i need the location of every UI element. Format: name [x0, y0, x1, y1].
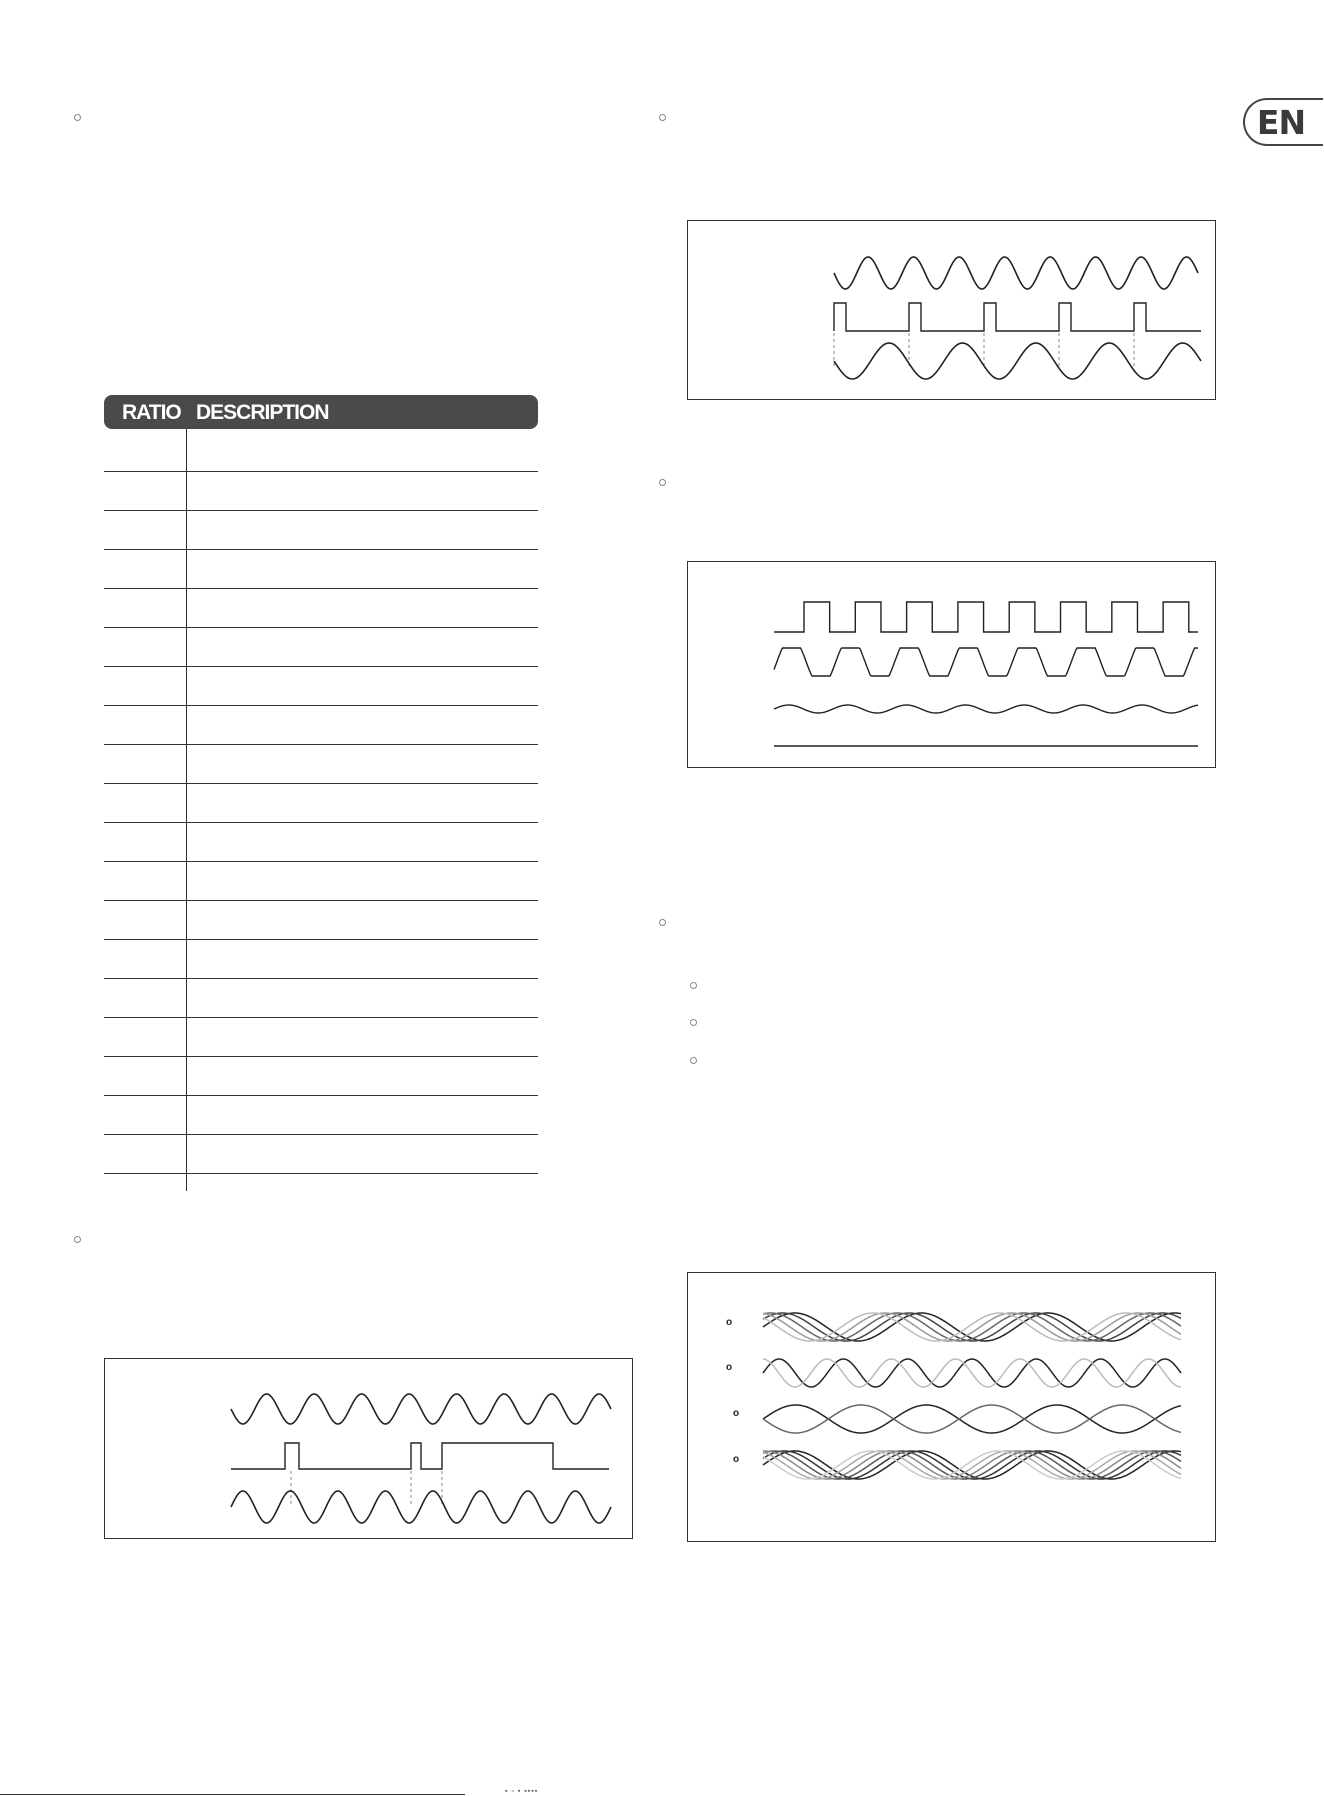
table-row	[104, 979, 538, 1018]
table-row	[104, 784, 538, 823]
table-row	[104, 1096, 538, 1135]
bullet-marker	[690, 982, 697, 989]
table-row	[104, 589, 538, 628]
waveform-figure-reset-graphic	[105, 1359, 634, 1540]
square-wave	[774, 602, 1198, 632]
table-row	[104, 823, 538, 862]
table-row	[104, 1018, 538, 1057]
synced-sine-wave	[834, 343, 1201, 379]
bullet-marker	[690, 1057, 697, 1064]
table-row	[104, 901, 538, 940]
reset-sine-wave	[231, 1491, 611, 1523]
waveform-figure-phase-graphic	[688, 1273, 1217, 1543]
table-row	[104, 940, 538, 979]
table-row	[104, 1057, 538, 1096]
waveform-figure-reset	[104, 1358, 633, 1539]
sync-pulse-train	[834, 303, 1201, 331]
waveform-figure-sync	[687, 220, 1216, 400]
waveform-figure-sync-graphic	[688, 221, 1217, 401]
phase-wave	[763, 1405, 1181, 1433]
filtered-square-wave	[774, 648, 1198, 676]
table-row	[104, 550, 538, 589]
ratio-column-header: RATIO	[122, 401, 181, 424]
table-row	[104, 862, 538, 901]
waveform-figure-phase	[687, 1272, 1216, 1542]
table-row	[104, 706, 538, 745]
table-row	[104, 472, 538, 511]
language-badge: EN	[1243, 98, 1323, 146]
bullet-marker	[74, 114, 81, 121]
bullet-marker	[659, 919, 666, 926]
table-row	[104, 429, 538, 472]
channel-label: o	[733, 1408, 740, 1419]
table-row	[104, 511, 538, 550]
low-amplitude-sine-wave	[774, 705, 1198, 713]
reset-pulse-train	[231, 1443, 609, 1469]
table-row	[104, 745, 538, 784]
table-row	[104, 1174, 538, 1212]
bullet-marker	[659, 114, 666, 121]
channel-label: o	[726, 1317, 733, 1328]
table-row	[104, 1135, 538, 1174]
bullet-marker	[690, 1019, 697, 1026]
channel-label: o	[726, 1362, 733, 1373]
table-row	[104, 667, 538, 706]
table-row	[104, 628, 538, 667]
ratio-table-body	[104, 429, 538, 1212]
footer-rule	[0, 1794, 465, 1795]
footer-marks: ▪ ▫ ▪ ▪▪▪▪	[505, 1788, 539, 1795]
phase-wave	[763, 1405, 1181, 1433]
master-sine-wave	[834, 257, 1198, 289]
channel-label: o	[733, 1454, 740, 1465]
waveform-figure-shapes	[687, 561, 1216, 768]
phase-wave	[763, 1359, 1181, 1387]
bullet-marker	[74, 1236, 81, 1243]
description-column-header: DESCRIPTION	[196, 401, 329, 424]
bullet-marker	[659, 479, 666, 486]
ratio-table	[104, 395, 538, 1212]
master-sine-wave	[231, 1394, 611, 1424]
ratio-table-header	[104, 395, 538, 429]
waveform-figure-shapes-graphic	[688, 562, 1217, 769]
